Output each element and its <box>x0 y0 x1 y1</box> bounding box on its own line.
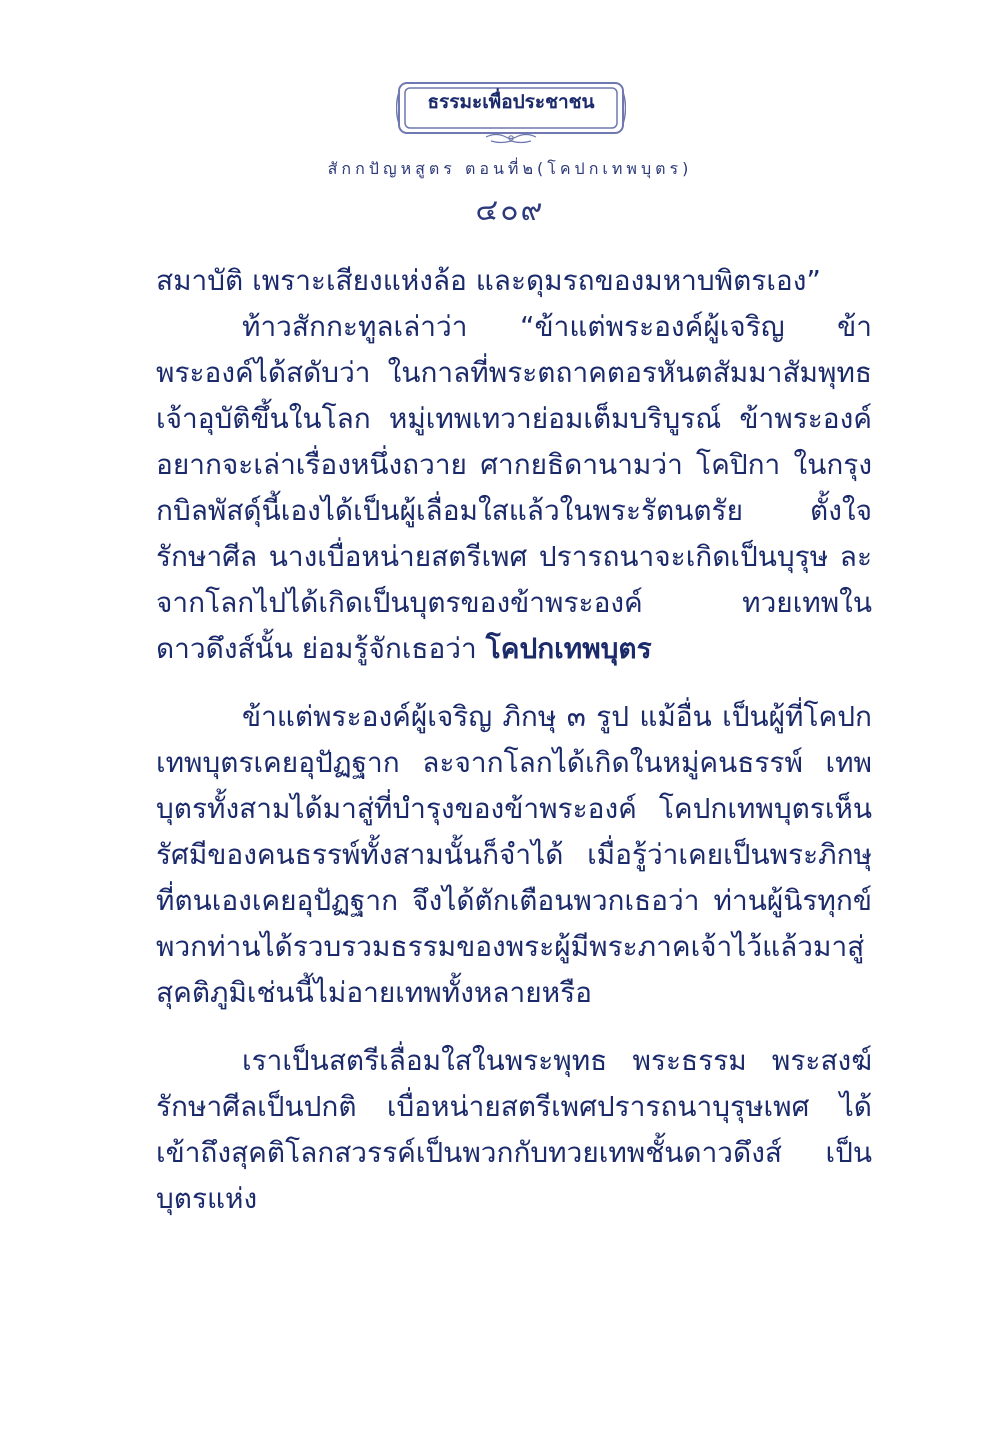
chapter-subtitle: สักกปัญหสูตร ตอนที่๒(โคปกเทพบุตร) <box>327 159 693 178</box>
paragraph-2 <box>156 304 872 672</box>
paragraph-3-text: ข้าแต่พระองค์ผู้เจริญ ภิกษุ ๓ รูป แม้อื่น เป็นผู้ที่โคปกเทพบุตรเคยอุปัฏฐาก ละจากโลกได้เกิดในหมู่คนธรรพ์ เทพบุตรทั้งสามได้มาสู่ที่บำรุงของข้าพระองค์ โคปกเทพบุตรเห็นรัศมีของคนธรรพ์ทั้งสามนั้นก็จำได้ เมื่อรู้ว่าเคยเป็นพระภิกษุที่ตนเองเคยอุปัฏฐาก จึงได้ตักเตือนพวกเธอว่า ท่านผู้นิรทุกข์ พวกท่านได้รวบรวมธรรมของพระผู้มีพระภาคเจ้าไว้แล้วมาสู่สุคติภูมิเช่นนี้ไม่อายเทพทั้งหลายหรือ <box>156 700 872 1009</box>
paragraph-4 <box>156 1038 872 1222</box>
paragraph-1-text: สมาบัติ เพราะเสียงแห่งล้อ และดุมรถของมหาบพิตรเอง” <box>156 264 821 297</box>
paragraph-4-text: เราเป็นสตรีเลื่อมใสในพระพุทธ พระธรรม พระสงฆ์ รักษาศีลเป็นปกติ เบื่อหน่ายสตรีเพศปรารถนาบุรุษเพศ ได้เข้าถึงสุคติโลกสวรรค์เป็นพวกกับทวยเทพชั้นดาวดึงส์ เป็นบุตรแห่ง <box>156 1044 872 1215</box>
body-text <box>156 258 872 1222</box>
paragraph-2-text: ท้าวสักกะทูลเล่าว่า “ข้าแต่พระองค์ผู้เจริญ ข้าพระองค์ได้สดับว่า ในกาลที่พระตถาคตอรหันตสัมมาสัมพุทธเจ้าอุบัติขึ้นในโลก หมู่เทพเทวาย่อมเต็มบริบูรณ์ ข้าพระองค์อยากจะเล่าเรื่องหนึ่งถวาย ศากยธิดานามว่า โคปิกา ในกรุงกบิลพัสดุ์นี้เองได้เป็นผู้เลื่อมใสแล้วในพระรัตนตรัย ตั้งใจรักษาศีล นางเบื่อหน่ายสตรีเพศ ปรารถนาจะเกิดเป็นบุรุษ ละจากโลกไปได้เกิดเป็นบุตรของข้าพระองค์ ทวยเทพในดาวดึงส์นั้น ย่อมรู้จักเธอว่า <box>156 310 872 665</box>
logo-text: ธรรมะเพื่อประชาชน <box>427 91 595 113</box>
deity-name-bold: โคปกเทพบุตร <box>485 632 652 665</box>
page-number: ๔๐๙ <box>475 193 545 228</box>
paragraph-3 <box>156 694 872 1016</box>
paragraph-1 <box>156 258 872 304</box>
publisher-logo <box>396 80 626 146</box>
